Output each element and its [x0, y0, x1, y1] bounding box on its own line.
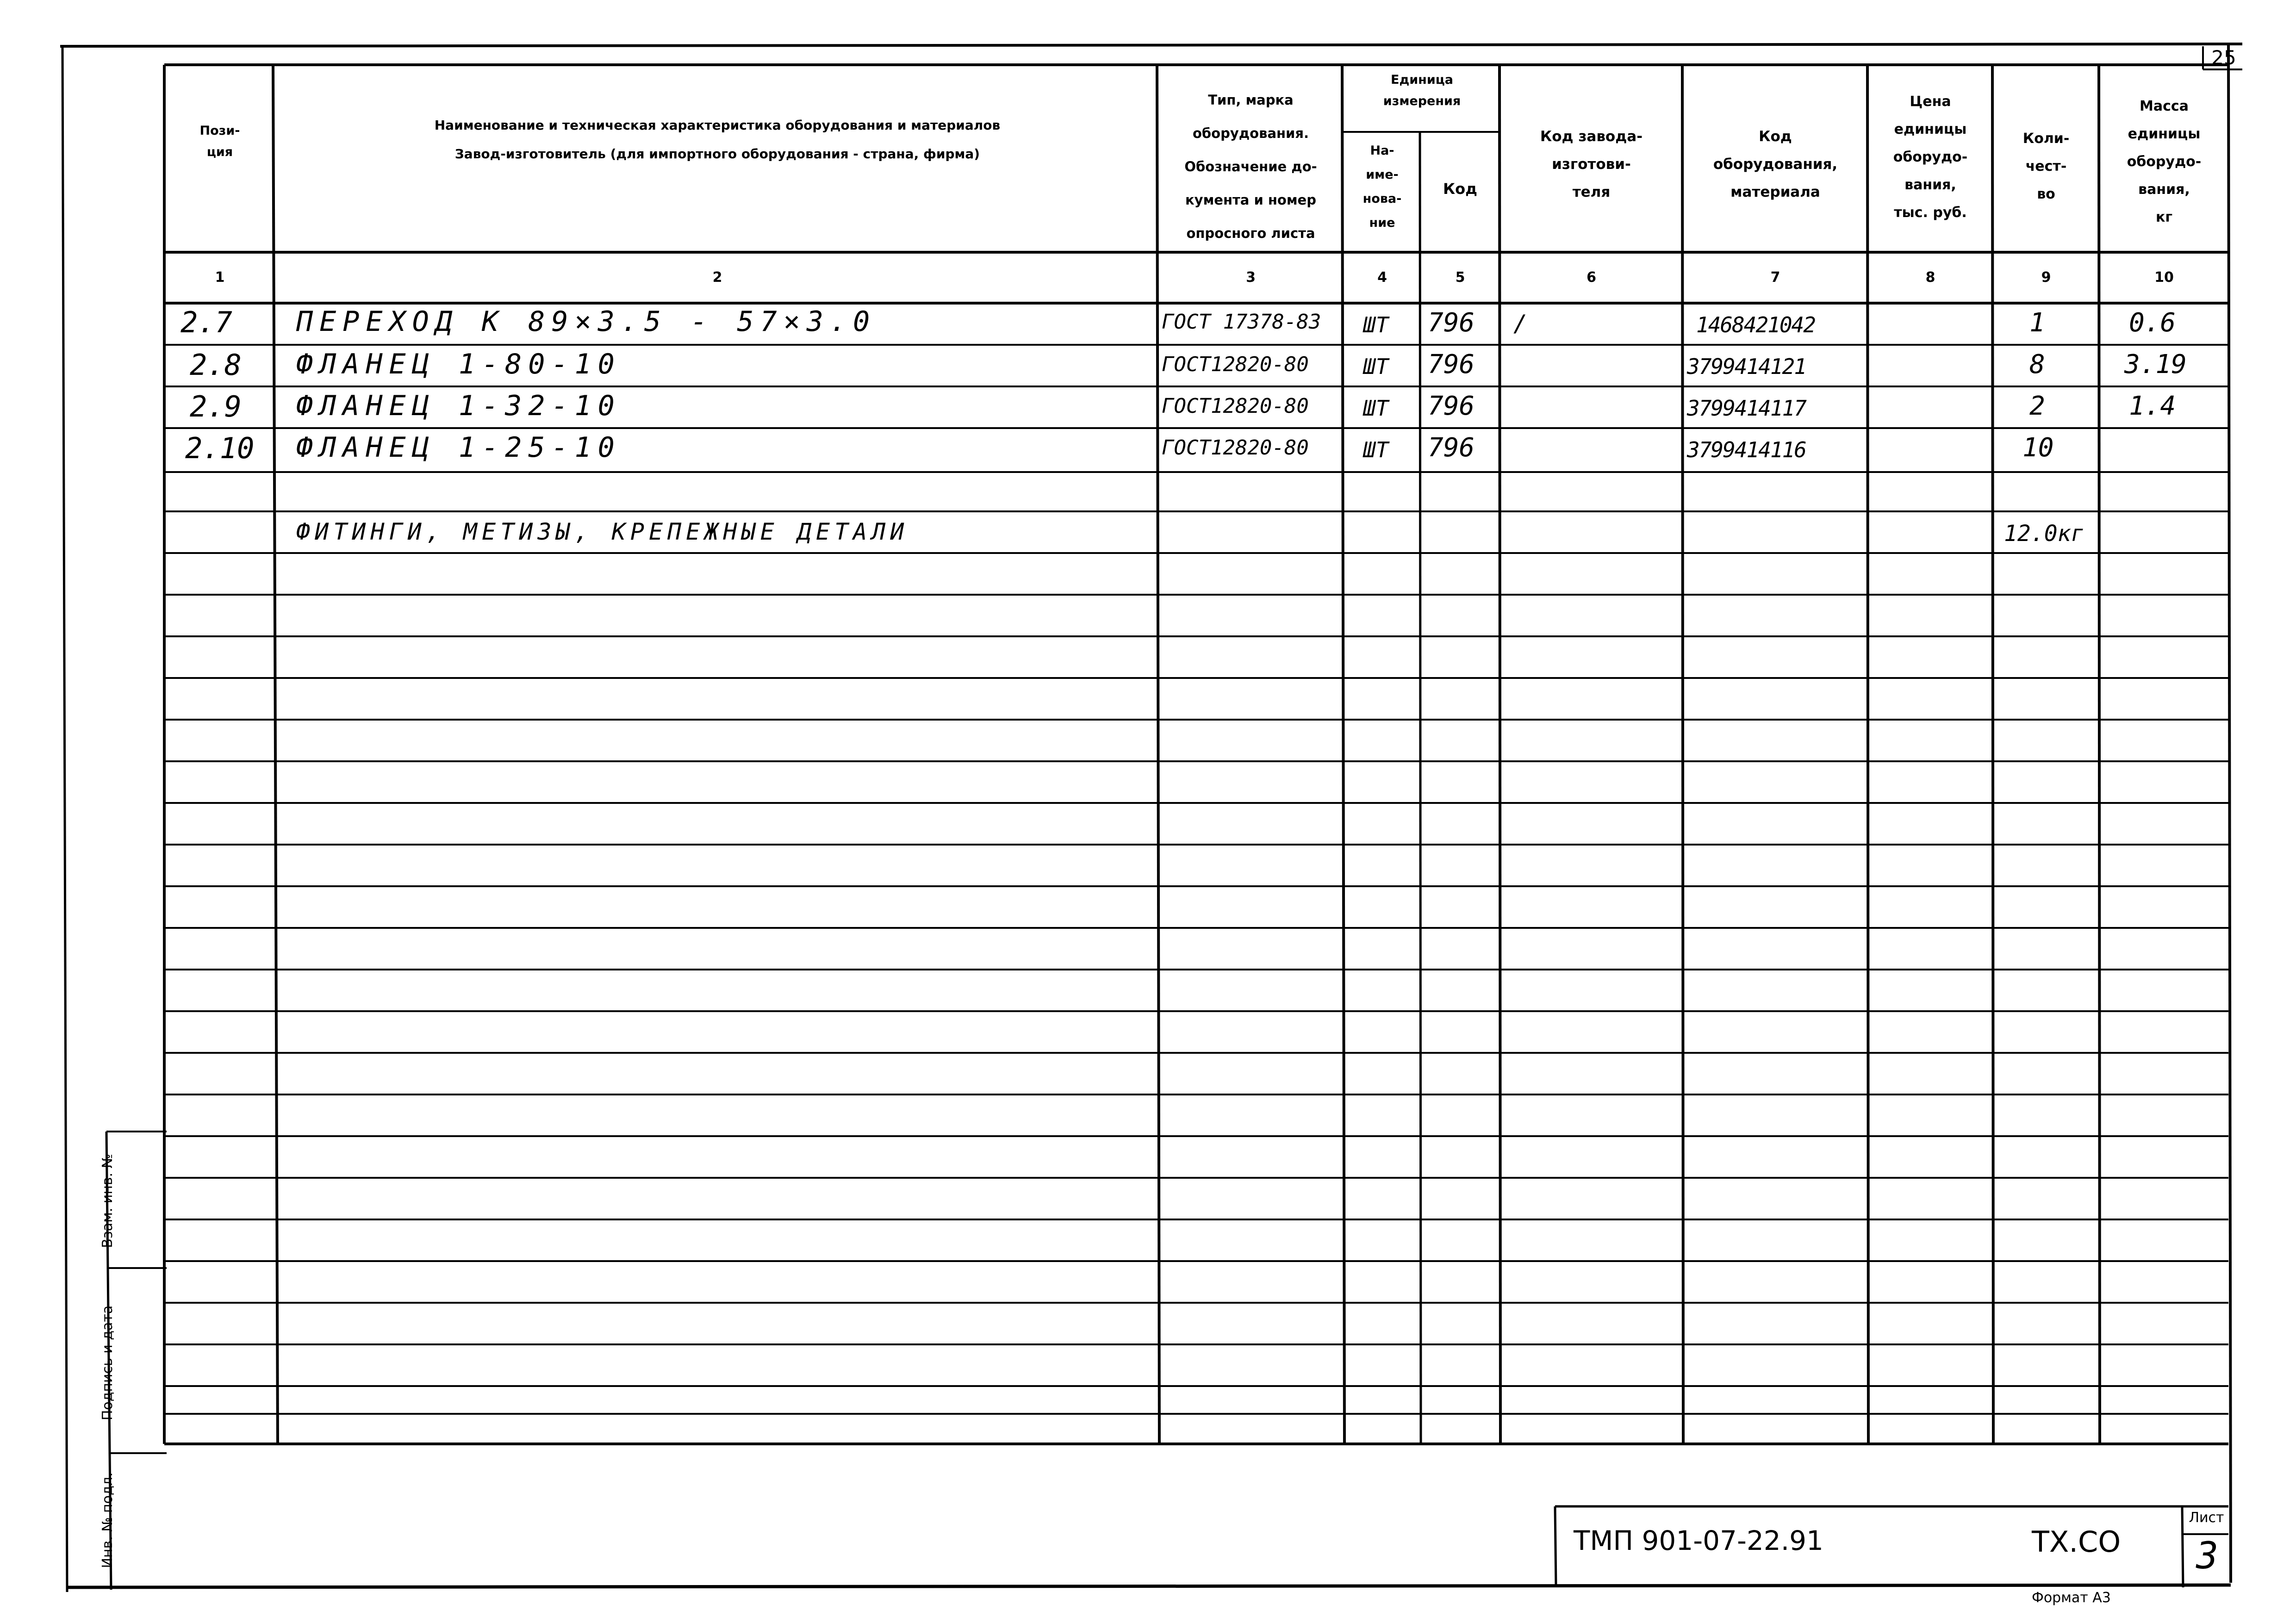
row-type: ГОСТ12820-80: [1162, 394, 1309, 418]
header-type: Тип, марка оборудования. Обозначение до- кумента и номер опросного листа: [1184, 92, 1317, 241]
row-position: 2.10: [185, 431, 255, 465]
row-unit: ШТ: [1363, 312, 1389, 337]
doc-mark: ТХ.СО: [2032, 1525, 2121, 1559]
row-name: ФИТИНГИ, МЕТИЗЫ, КРЕПЕЖНЫЕ ДЕТАЛИ: [296, 518, 909, 545]
column-number: 3: [1246, 269, 1256, 286]
row-name: ПЕРЕХОД К 89×3.5 - 57×3.0: [296, 305, 877, 338]
row-name: ФЛАНЕЦ 1-80-10: [296, 348, 621, 380]
header-position: Пози- ция: [199, 124, 240, 159]
header-price: Цена единицы оборудо- вания, тыс. руб.: [1893, 93, 1968, 221]
row-name: ФЛАНЕЦ 1-32-10: [296, 390, 621, 422]
row-type: ГОСТ12820-80: [1162, 353, 1309, 376]
column-number: 7: [1770, 269, 1780, 286]
row-unit: ШТ: [1363, 396, 1389, 421]
row-mass: 1.4: [2129, 391, 2176, 421]
row-quantity: 2: [2029, 391, 2045, 421]
header-quantity: Коли- чест- во: [2022, 131, 2070, 202]
row-equipment-code: 3799414116: [1687, 437, 1806, 462]
row-type: ГОСТ12820-80: [1162, 436, 1309, 460]
row-position: 2.9: [190, 390, 242, 423]
row-unit: ШТ: [1363, 437, 1389, 462]
row-position: 2.8: [190, 348, 242, 382]
row-unit-code: 796: [1428, 433, 1475, 463]
column-number: 8: [1925, 269, 1935, 286]
header-equipment-code: Код оборудования, материала: [1713, 128, 1838, 200]
column-number: 6: [1587, 269, 1596, 286]
column-number: 4: [1377, 269, 1387, 286]
column-number: 10: [2154, 269, 2174, 286]
row-position: 2.7: [180, 305, 232, 339]
sheet-corner-number: 25: [2211, 46, 2236, 69]
sheet-label: Лист: [2189, 1510, 2224, 1526]
column-number: 2: [712, 269, 722, 286]
column-number: 9: [2041, 269, 2051, 286]
row-name: ФЛАНЕЦ 1-25-10: [296, 431, 621, 464]
row-unit-code: 796: [1428, 308, 1475, 338]
row-quantity: 12.0кг: [2004, 521, 2084, 547]
side-stamp-signature-date: Подпись и дата: [100, 1305, 116, 1421]
sheet-number: 3: [2196, 1534, 2219, 1577]
side-stamp-vzam: Взам. инв. №: [100, 1154, 116, 1248]
header-unit-code: Код: [1443, 180, 1477, 198]
format-label: Формат А3: [2032, 1590, 2111, 1606]
row-equipment-code: 3799414117: [1687, 396, 1806, 421]
header-unit-group: Единица измерения: [1383, 73, 1461, 108]
doc-code: ТМП 901-07-22.91: [1574, 1525, 1823, 1556]
column-number: 1: [215, 269, 225, 286]
row-quantity: 10: [2022, 433, 2054, 463]
row-unit: ШТ: [1363, 354, 1389, 379]
header-factory-code: Код завода- изготови- теля: [1540, 128, 1643, 200]
row-quantity: 8: [2029, 349, 2045, 379]
row-type: ГОСТ 17378-83: [1162, 310, 1321, 334]
row-quantity: 1: [2029, 308, 2045, 338]
row-equipment-code: 3799414121: [1687, 354, 1806, 379]
side-stamp-inv: Инв. № подл.: [100, 1472, 116, 1568]
header-mass: Масса единицы оборудо- вания, кг: [2127, 98, 2202, 225]
row-mass: 3.19: [2124, 349, 2187, 379]
header-unit-name: На- име- нова- ние: [1363, 143, 1402, 230]
row-unit-code: 796: [1428, 349, 1475, 379]
row-unit-code: 796: [1428, 391, 1475, 421]
header-name: Наименование и техническая характеристика оборудования и материалов Завод-изготовитель (для импортного оборудования - страна, фирма): [434, 118, 1001, 162]
row-factory-code: /: [1513, 310, 1528, 337]
row-mass: 0.6: [2129, 308, 2176, 338]
column-number: 5: [1455, 269, 1465, 286]
row-equipment-code: 1468421042: [1696, 312, 1815, 337]
